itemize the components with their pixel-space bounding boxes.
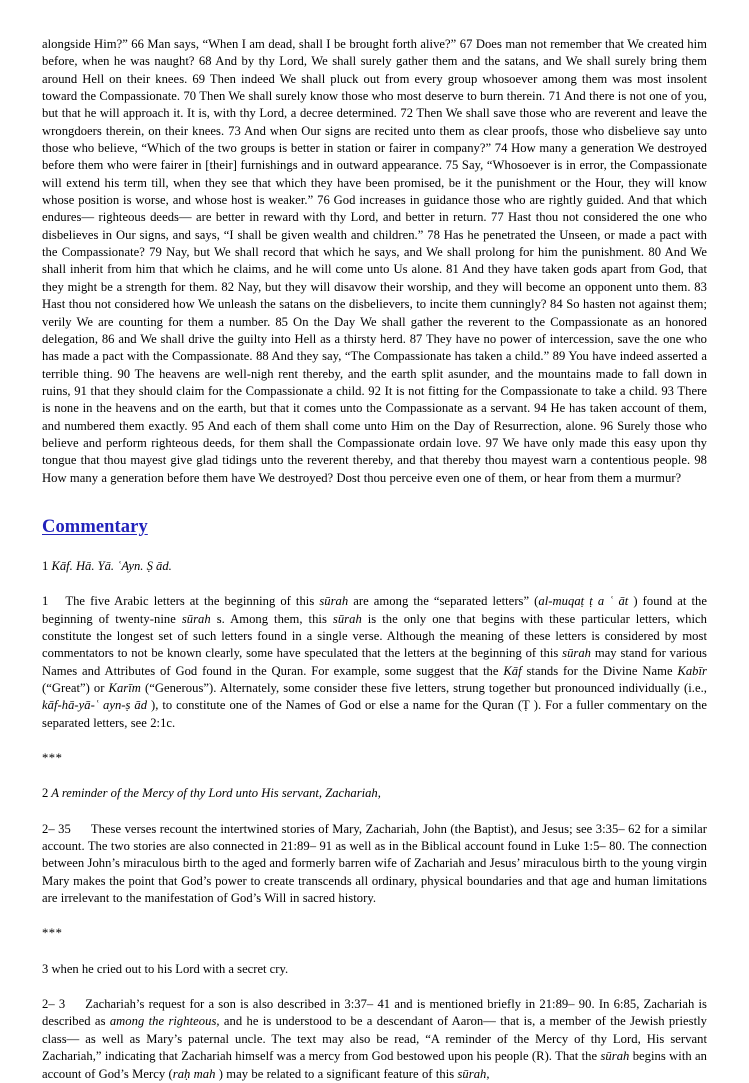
spacer [42, 575, 707, 593]
verse-text-2: A reminder of the Mercy of thy Lord unto His servant, Zachariah, [51, 786, 381, 801]
commentary-number-3: 2– 3 [42, 997, 66, 1012]
spacer [42, 943, 707, 961]
verse-text-3: when he cried out to his Lord with a secret cry. [51, 961, 289, 976]
spacer [42, 803, 707, 821]
spacer [42, 732, 707, 750]
commentary-paragraph-2 [42, 821, 707, 908]
spacer [42, 978, 707, 996]
commentary-number-1: 1 [42, 594, 49, 609]
verse-number-2: 2 [42, 786, 49, 801]
spacer [42, 767, 707, 785]
commentary-paragraph-1 [42, 593, 707, 732]
verse-line-1 [42, 558, 707, 575]
spacer [42, 538, 707, 558]
commentary-body-3: Zachariah’s request for a son is also described in 3:37– 41 and is mentioned briefly in 21:89– 90. In 6:85, Zachariah is described as among the righteous, and he is understood to be a descendant of Aaron— that is, a member of the Jewish priestly class— as well as Mary’s paternal uncle. The text may also be read, “A reminder of the Mercy of thy Lord, His servant Zachariah,” indicating that Zachariah himself was a mercy from God bestowed upon his people (R). That the sūrah begins with an account of God’s Mercy (raḥ mah ) may be related to a significant feature of this sūrah, [42, 997, 707, 1081]
commentary-heading: Commentary [42, 516, 148, 537]
section-separator-2: *** [42, 926, 63, 941]
quran-translation-paragraph: alongside Him?” 66 Man says, “When I am dead, shall I be brought forth alive?” 67 Does man not remember that We created him before, when he was naught? 68 And by thy Lord, We shall surely gather them and the satans, and We shall surely bring them around Hell on their knees. 69 Then indeed We shall pluck out from every group whosoever among them was most insolent toward the Compassionate. 70 Then We shall surely know those who most deserve to burn therein. 71 And there is not one of you, but that he will approach it. It is, with thy Lord, a decree determined. 72 Then We shall save those who are reverent and leave the wrongdoers therein, on their knees. 73 And when Our signs are recited unto them as clear proofs, those who disbelieve say unto those who believe, “Which of the two groups is better in station or fairer in company?” 74 How many a generation We destroyed before them who were fairer in [their] furnishings and in outward appearance. 75 Say, “Whosoever is in error, the Compassionate will extend his term till, when they see that which they have been promised, be it the punishment or the Hour, they will know whose position is worse, and whose host is weaker.” 76 God increases in guidance those who are rightly guided. And that which endures— righteous deeds— are better in reward with thy Lord, and better in return. 77 Hast thou not considered the one who disbelieves in Our signs, and says, “I shall be given wealth and children.” 78 Has he penetrated the Unseen, or made a pact with the Compassionate? 79 Nay, but We shall record that which he says, and We shall prolong for him the punishment. 80 And We shall inherit from him that which he claims, and he will come unto Us alone. 81 And they have taken gods apart from God, that they might be a strength for them. 82 Nay, but they will disavow their worship, and they will become an opponent unto them. 83 Hast thou not considered how We unleash the satans on the disbelievers, to incite them cunningly? 84 So hasten not against them; verily We are counting for them a number. 85 On the Day We shall gather the reverent to the Compassionate as an honored delegation, 86 and We shall drive the guilty into Hell as a thirsty herd. 87 They have no power of intercession, save the one who has made a pact with the Compassionate. 88 And they say, “The Compassionate has taken a child.” 89 You have indeed asserted a terrible thing. 90 The heavens are well-nigh rent thereby, and the earth split asunder, and the mountains made to fall down in ruins, 91 that they should claim for the Compassionate a child. 92 It is not fitting for the Compassionate to take a child. 93 There is none in the heavens and on the earth, but that it comes unto the Compassionate as a servant. 94 He has taken account of them, and numbered them exactly. 95 And each of them shall come unto Him on the Day of Resurrection, alone. 96 Surely those who believe and perform righteous deeds, for them shall the Compassionate ordain love. 97 We have only made this easy upon thy tongue that thou mayest give glad tidings unto the reverent thereby, and that thereby thou mayest warn a contentious people. 98 How many a generation before them have We destroyed? Dost thou perceive even one of them, or hear from them a murmur? [42, 37, 707, 485]
spacer [42, 907, 707, 925]
commentary-paragraph-3 [42, 996, 707, 1083]
verse-number-3: 3 [42, 961, 49, 976]
spacer [42, 487, 707, 516]
verse-line-2 [42, 785, 707, 802]
text-column [42, 36, 707, 1083]
commentary-body-1: The five Arabic letters at the beginning of this sūrah are among the “separated letters” (al-muqaṭ ṭ a ʿ āt ) found at the beginning of twenty-nine sūrah s. Among them, this sūrah is the only one that begins with these particular letters, which constitute the longest set of such letters found in a single verse. Although the meaning of these letters is considered by most commentators to not be known clearly, some have speculated that the letters at the beginning of this sūrah may stand for various Names and Attributes of God found in the Quran. For example, some suggest that the Kāf stands for the Divine Name Kabīr (“Great”) or Karīm (“Generous”). Alternately, some consider these five letters, strung together but pronounced individually (i.e., kāf-hā-yā-ʿ ayn-ṣ ād ), to constitute one of the Names of God or else a name for the Quran (Ṭ ). For a fuller commentary on the separated letters, see 2:1c. [42, 594, 707, 730]
verse-line-3 [42, 961, 707, 978]
verse-text-1: Kāf. Hā. Yā. ʿAyn. Ṣ ād. [51, 558, 172, 573]
commentary-number-2: 2– 35 [42, 821, 71, 836]
commentary-body-2: These verses recount the intertwined stories of Mary, Zachariah, John (the Baptist), and Jesus; see 3:35– 62 for a similar account. The two stories are also connected in 21:89– 91 as well as in the Biblical account found in Luke 1:5– 80. The connection between John’s miraculous birth to the aged and formerly barren wife of Zachariah and Jesus’ miraculous birth to the young virgin Mary makes the point that God’s power to create transcends all ordinary, physical boundaries and that age and human limitations are irrelevant to the manifestation of God’s Will in sacred history. [42, 821, 707, 906]
section-separator-1: *** [42, 751, 63, 766]
verse-number-1: 1 [42, 558, 49, 573]
